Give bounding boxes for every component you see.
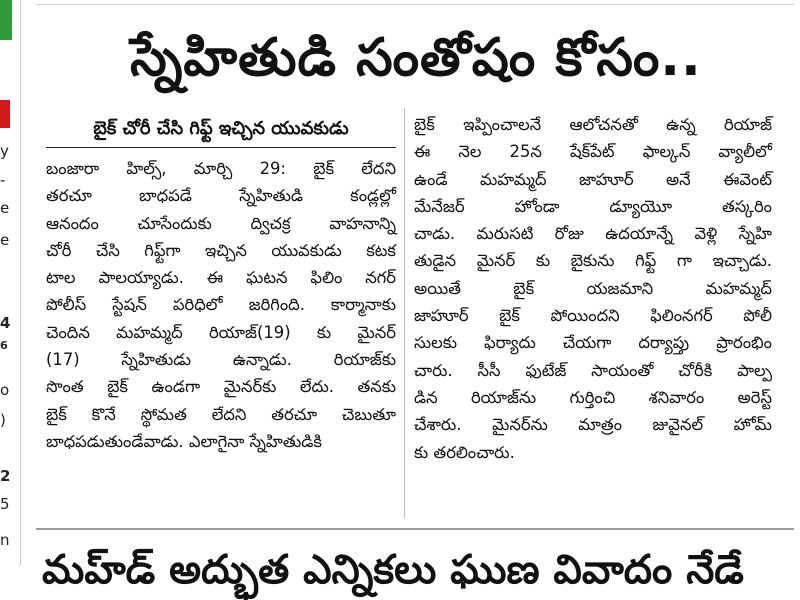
body-text-line: చారు. సీసీ ఫుటేజ్ సాయంతో చోరీకి పాల్ప	[414, 360, 772, 380]
body-text-line: సొంత బైక్ ఉండగా మైనర్‌కు లేదు. తనకు	[46, 377, 396, 397]
body-text-line: చాడు. మరుసటి రోజు ఉదయాన్నే వెళ్లి స్నేహి	[414, 224, 772, 244]
body-text-line: తుడైన మైనర్ కు బైకును గిఫ్ట్ గా ఇచ్చాడు.	[414, 251, 772, 271]
strip-fragment: e	[0, 231, 10, 249]
bottom-rule	[36, 528, 794, 530]
strip-fragment: )	[0, 411, 6, 429]
article-body-right-column	[414, 111, 772, 466]
body-text-line: బాధపడుతుండేవాడు. ఎలాగైనా స్నేహితుడికి	[46, 431, 322, 451]
body-text-line: కు తరలించారు.	[414, 442, 515, 462]
strip-fragment: o	[0, 381, 10, 399]
article-subheadline: బైక్ చోరీ చేసి గిఫ్ట్ ఇచ్చిన యువకుడు	[46, 118, 396, 148]
column-rule	[20, 0, 21, 565]
body-text-line: బంజారా హిల్స్, మార్చి 29: బైక్ లేదని	[46, 159, 396, 178]
previous-column-strip	[0, 0, 22, 565]
top-rule	[36, 4, 794, 5]
strip-fragment: n	[0, 531, 10, 549]
strip-fragment: y	[0, 142, 9, 160]
body-text-line: సులకు ఫిర్యాదు చేయగా దర్యాప్తు ప్రారంభిం	[414, 333, 772, 353]
body-text-line: మేనేజర్ హోండా డ్యూయెూ తస్కరిం	[414, 196, 772, 216]
body-text-line: (17) స్నేహితుడు ఉన్నాడు. రియాజ్‌కు	[46, 350, 396, 370]
body-text-line: బైక్ కొనే స్థోమత లేదని తరచూ చెబుతూ	[46, 404, 396, 424]
strip-fragment: -	[0, 171, 6, 189]
strip-fragment: 6	[0, 339, 8, 352]
body-text-line: ఆనందం చూసేందుకు ద్విచక్ర వాహనాన్ని	[46, 213, 396, 233]
strip-fragment: 5	[0, 495, 10, 513]
strip-fragment: 2	[0, 467, 11, 485]
body-text-line: బైక్ ఇప్పించాలనే ఆలోచనతో ఉన్న రియాజ్	[414, 115, 772, 134]
body-text-line: చోరీ చేసి గిఫ్ట్‌గా ఇచ్చిన యువకుడు కటక	[46, 240, 396, 260]
body-text-line: జాహూర్ బైక్ పోయిందని ఫిలింనగర్ పోలీ	[414, 306, 772, 326]
body-text-line: పోలీస్ స్టేషన్ పరిధిలో జరిగింది. కార్మానాకు	[46, 295, 396, 315]
body-text-line: టాల పాలయ్యాడు. ఈ ఘటన ఫిలిం నగర్	[46, 268, 396, 288]
body-text-line: అయితే బైక్ యజమాని మహమ్మద్	[414, 278, 772, 298]
article-body-left-column	[46, 155, 396, 455]
article-headline: స్నేహితుడి సంతోషం కోసం..	[130, 28, 702, 88]
strip-fragment: 4	[0, 314, 11, 332]
body-text-line: చేశారు. మైనర్‌ను మాత్రం జువైనల్ హోమ్	[414, 415, 772, 435]
strip-fragment: e	[0, 199, 10, 217]
body-text-line: ఉండే మహమ్మద్ జాహూర్ అనే ఈవెంట్	[414, 169, 772, 189]
body-text-line: ఈ నెల 25న షేక్‌పేట్ ఫాల్కన్ వ్యాలీలో	[414, 142, 772, 162]
body-text-line: డిన రియాజ్‌ను గుర్తించి శనివారం అరెస్ట్	[414, 387, 772, 407]
column-divider	[404, 108, 405, 518]
green-color-block	[0, 0, 12, 40]
body-text-line: చెందిన మహమ్మద్ రియాజ్(19) కు మైనర్	[46, 322, 396, 342]
next-article-headline: మహ్‌డ్ అద్భుత ఎన్నికలు ఘుణ వివాదం నేడే	[42, 547, 744, 593]
body-text-line: తరచూ బాధపడే స్నేహితుడి కండ్లల్లో	[46, 186, 396, 206]
red-color-block	[0, 100, 10, 128]
